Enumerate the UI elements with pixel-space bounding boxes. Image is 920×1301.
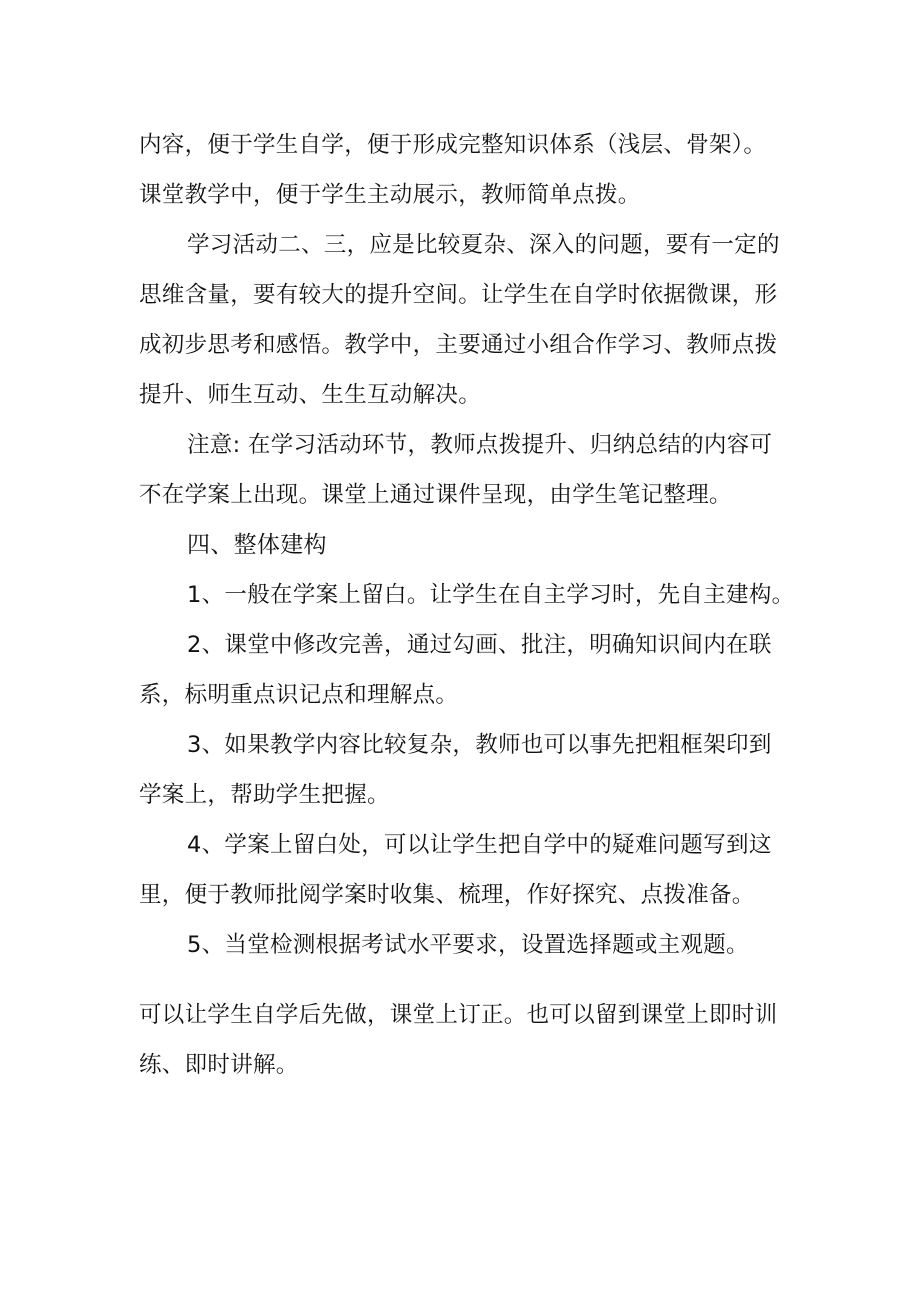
body-line-5: 成初步思考和感悟。教学中，主要通过小组合作学习、教师点拨 (139, 332, 778, 358)
closing-line-1: 可以让学生自学后先做，课堂上订正。也可以留到课堂上即时训 (139, 1002, 778, 1028)
list-item-2-line-2: 系，标明重点识记点和理解点。 (139, 682, 459, 708)
body-line-6: 提升、师生互动、生生互动解决。 (139, 382, 482, 408)
list-item-5: 5、当堂检测根据考试水平要求，设置选择题或主观题。 (187, 932, 749, 958)
body-line-3: 学习活动二、三，应是比较夏杂、深入的问题，要有一定的 (187, 232, 780, 258)
list-item-1: 1、一般在学案上留白。让学生在自主学习时，先自主建构。 (187, 582, 795, 608)
note-line-2: 不在学案上出现。课堂上通过课件呈现，由学生笔记整理。 (139, 482, 732, 508)
list-item-3-line-1: 3、如果教学内容比较复杂，教师也可以事先把粗框架印到 (187, 732, 772, 758)
body-line-2: 课堂教学中，便于学生主动展示，教师简单点拨。 (139, 182, 641, 208)
list-item-2-line-1: 2、课堂中修改完善，通过勾画、批注，明确知识间内在联 (187, 632, 772, 658)
section-heading: 四、整体建构 (187, 532, 327, 558)
body-line-4: 思维含量，要有较大的提升空间。让学生在自学时依据微课，形 (139, 282, 778, 308)
body-line-1: 内容，便于学生自学，便于形成完整知识体系（浅层、骨架）。 (139, 132, 767, 158)
list-item-4-line-1: 4、学案上留白处，可以让学生把自学中的疑难问题写到这 (187, 832, 772, 858)
closing-line-2: 练、即时讲解。 (139, 1052, 299, 1078)
list-item-4-line-2: 里，便于教师批阅学案时收集、梳理，作好探究、点拨准备。 (139, 882, 755, 908)
note-line-1: 注意: 在学习活动环节，教师点拨提升、归纳总结的内容可 (187, 432, 773, 458)
list-item-3-line-2: 学案上，帮助学生把握。 (139, 782, 390, 808)
